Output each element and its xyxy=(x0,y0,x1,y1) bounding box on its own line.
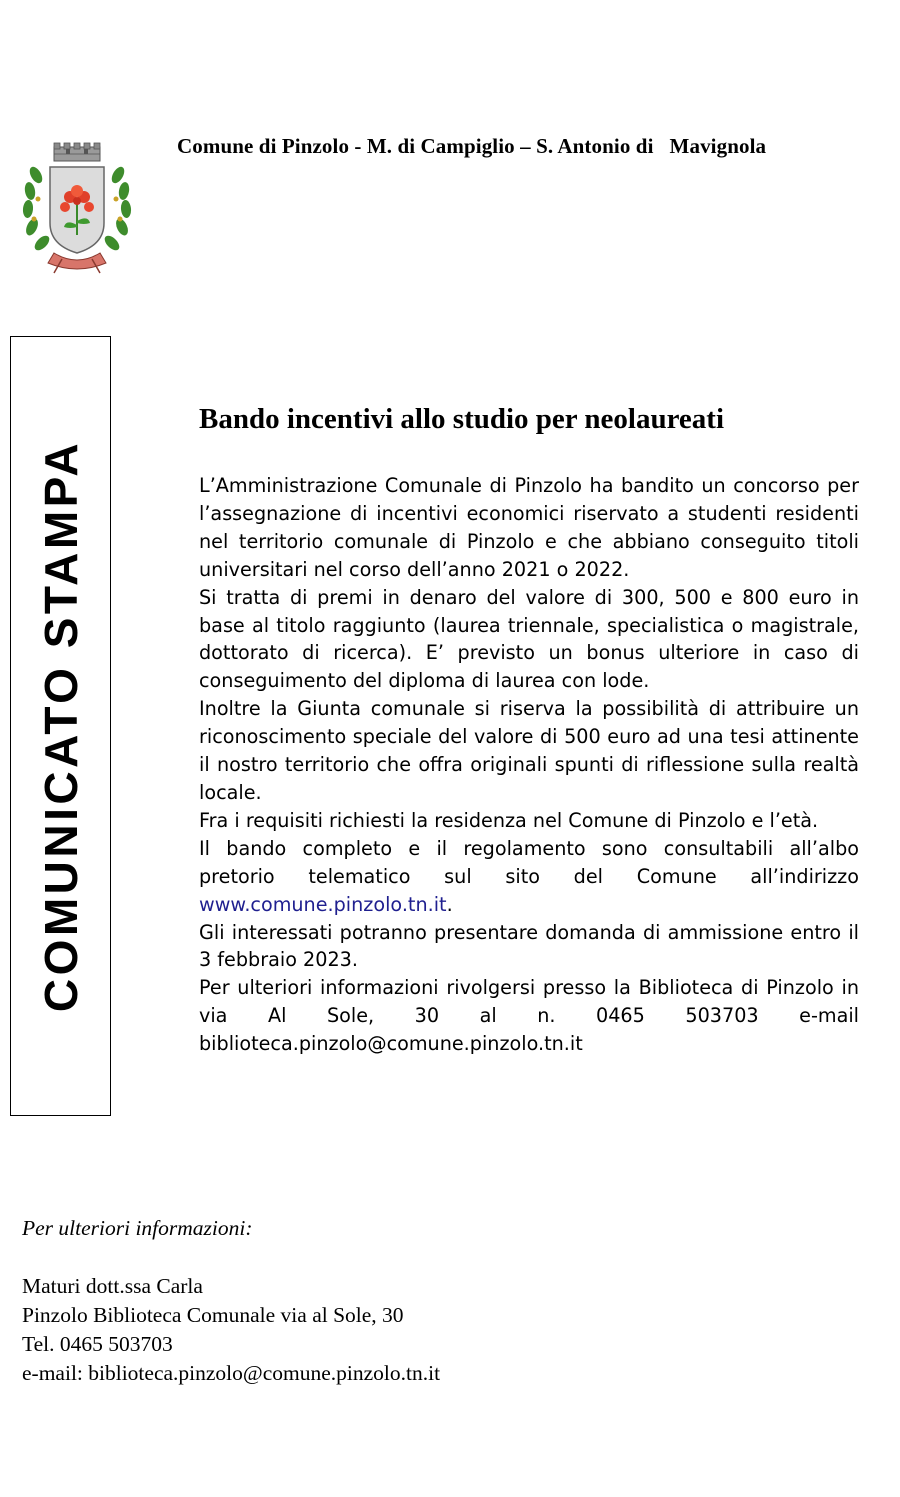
article-title: Bando incentivi allo studio per neolaureati xyxy=(199,403,725,435)
paragraph-text: Il bando completo e il regolamento sono consultabili all’albo pretorio telematico sul sito del Comune all’indirizzo xyxy=(199,836,859,888)
contact-phone: Tel. 0465 503703 xyxy=(22,1332,173,1356)
paragraph: Inoltre la Giunta comunale si riserva la possibilità di attribuire un riconoscimento speciale del valore di 500 euro ad una tesi attinente il nostro territorio che offra originali spunti di riflessione sulla realtà locale. xyxy=(199,697,859,804)
contact-footer xyxy=(22,1214,440,1388)
paragraph: Per ulteriori informazioni rivolgersi presso la Biblioteca di Pinzolo in via Al Sole, 30 al n. 0465 503703 e-mail biblioteca.pinzolo@comune.pinzolo.tn.it xyxy=(199,976,859,1056)
municipality-header: Comune di Pinzolo - M. di Campiglio – S. Antonio di Mavignola xyxy=(177,134,767,158)
press-release-label: COMUNICATO STAMPA xyxy=(34,439,87,1013)
crown-icon xyxy=(54,143,100,161)
paragraph-with-link xyxy=(199,835,859,919)
municipal-coat-of-arms-icon xyxy=(14,135,144,275)
footer-heading: Per ulteriori informazioni: xyxy=(22,1216,253,1240)
press-release-banner xyxy=(10,336,111,1116)
link-suffix: . xyxy=(446,892,453,916)
contact-address: Pinzolo Biblioteca Comunale via al Sole, 30 xyxy=(22,1303,404,1327)
paragraph: Fra i requisiti richiesti la residenza nel Comune di Pinzolo e l’età. xyxy=(199,808,819,832)
contact-email: e-mail: biblioteca.pinzolo@comune.pinzolo.tn.it xyxy=(22,1361,441,1385)
contact-name: Maturi dott.ssa Carla xyxy=(22,1274,203,1298)
paragraph: Si tratta di premi in denaro del valore di 300, 500 e 800 euro in base al titolo raggiunto (laurea triennale, specialistica o magistrale, dottorato di ricerca). E’ previsto un bonus ulteriore in caso di conseguimento del diploma di laurea con lode. xyxy=(199,585,859,693)
website-link[interactable]: www.comune.pinzolo.tn.it xyxy=(199,892,447,916)
article-body xyxy=(199,472,859,1058)
paragraph: L’Amministrazione Comunale di Pinzolo ha bandito un concorso per l’assegnazione di incentivi economici riservato a studenti residenti nel territorio comunale di Pinzolo e che abbiano conseguito titoli universitari nel corso dell’anno 2021 o 2022. xyxy=(199,474,859,581)
paragraph: Gli interessati potranno presentare domanda di ammissione entro il 3 febbraio 2023. xyxy=(199,920,859,972)
